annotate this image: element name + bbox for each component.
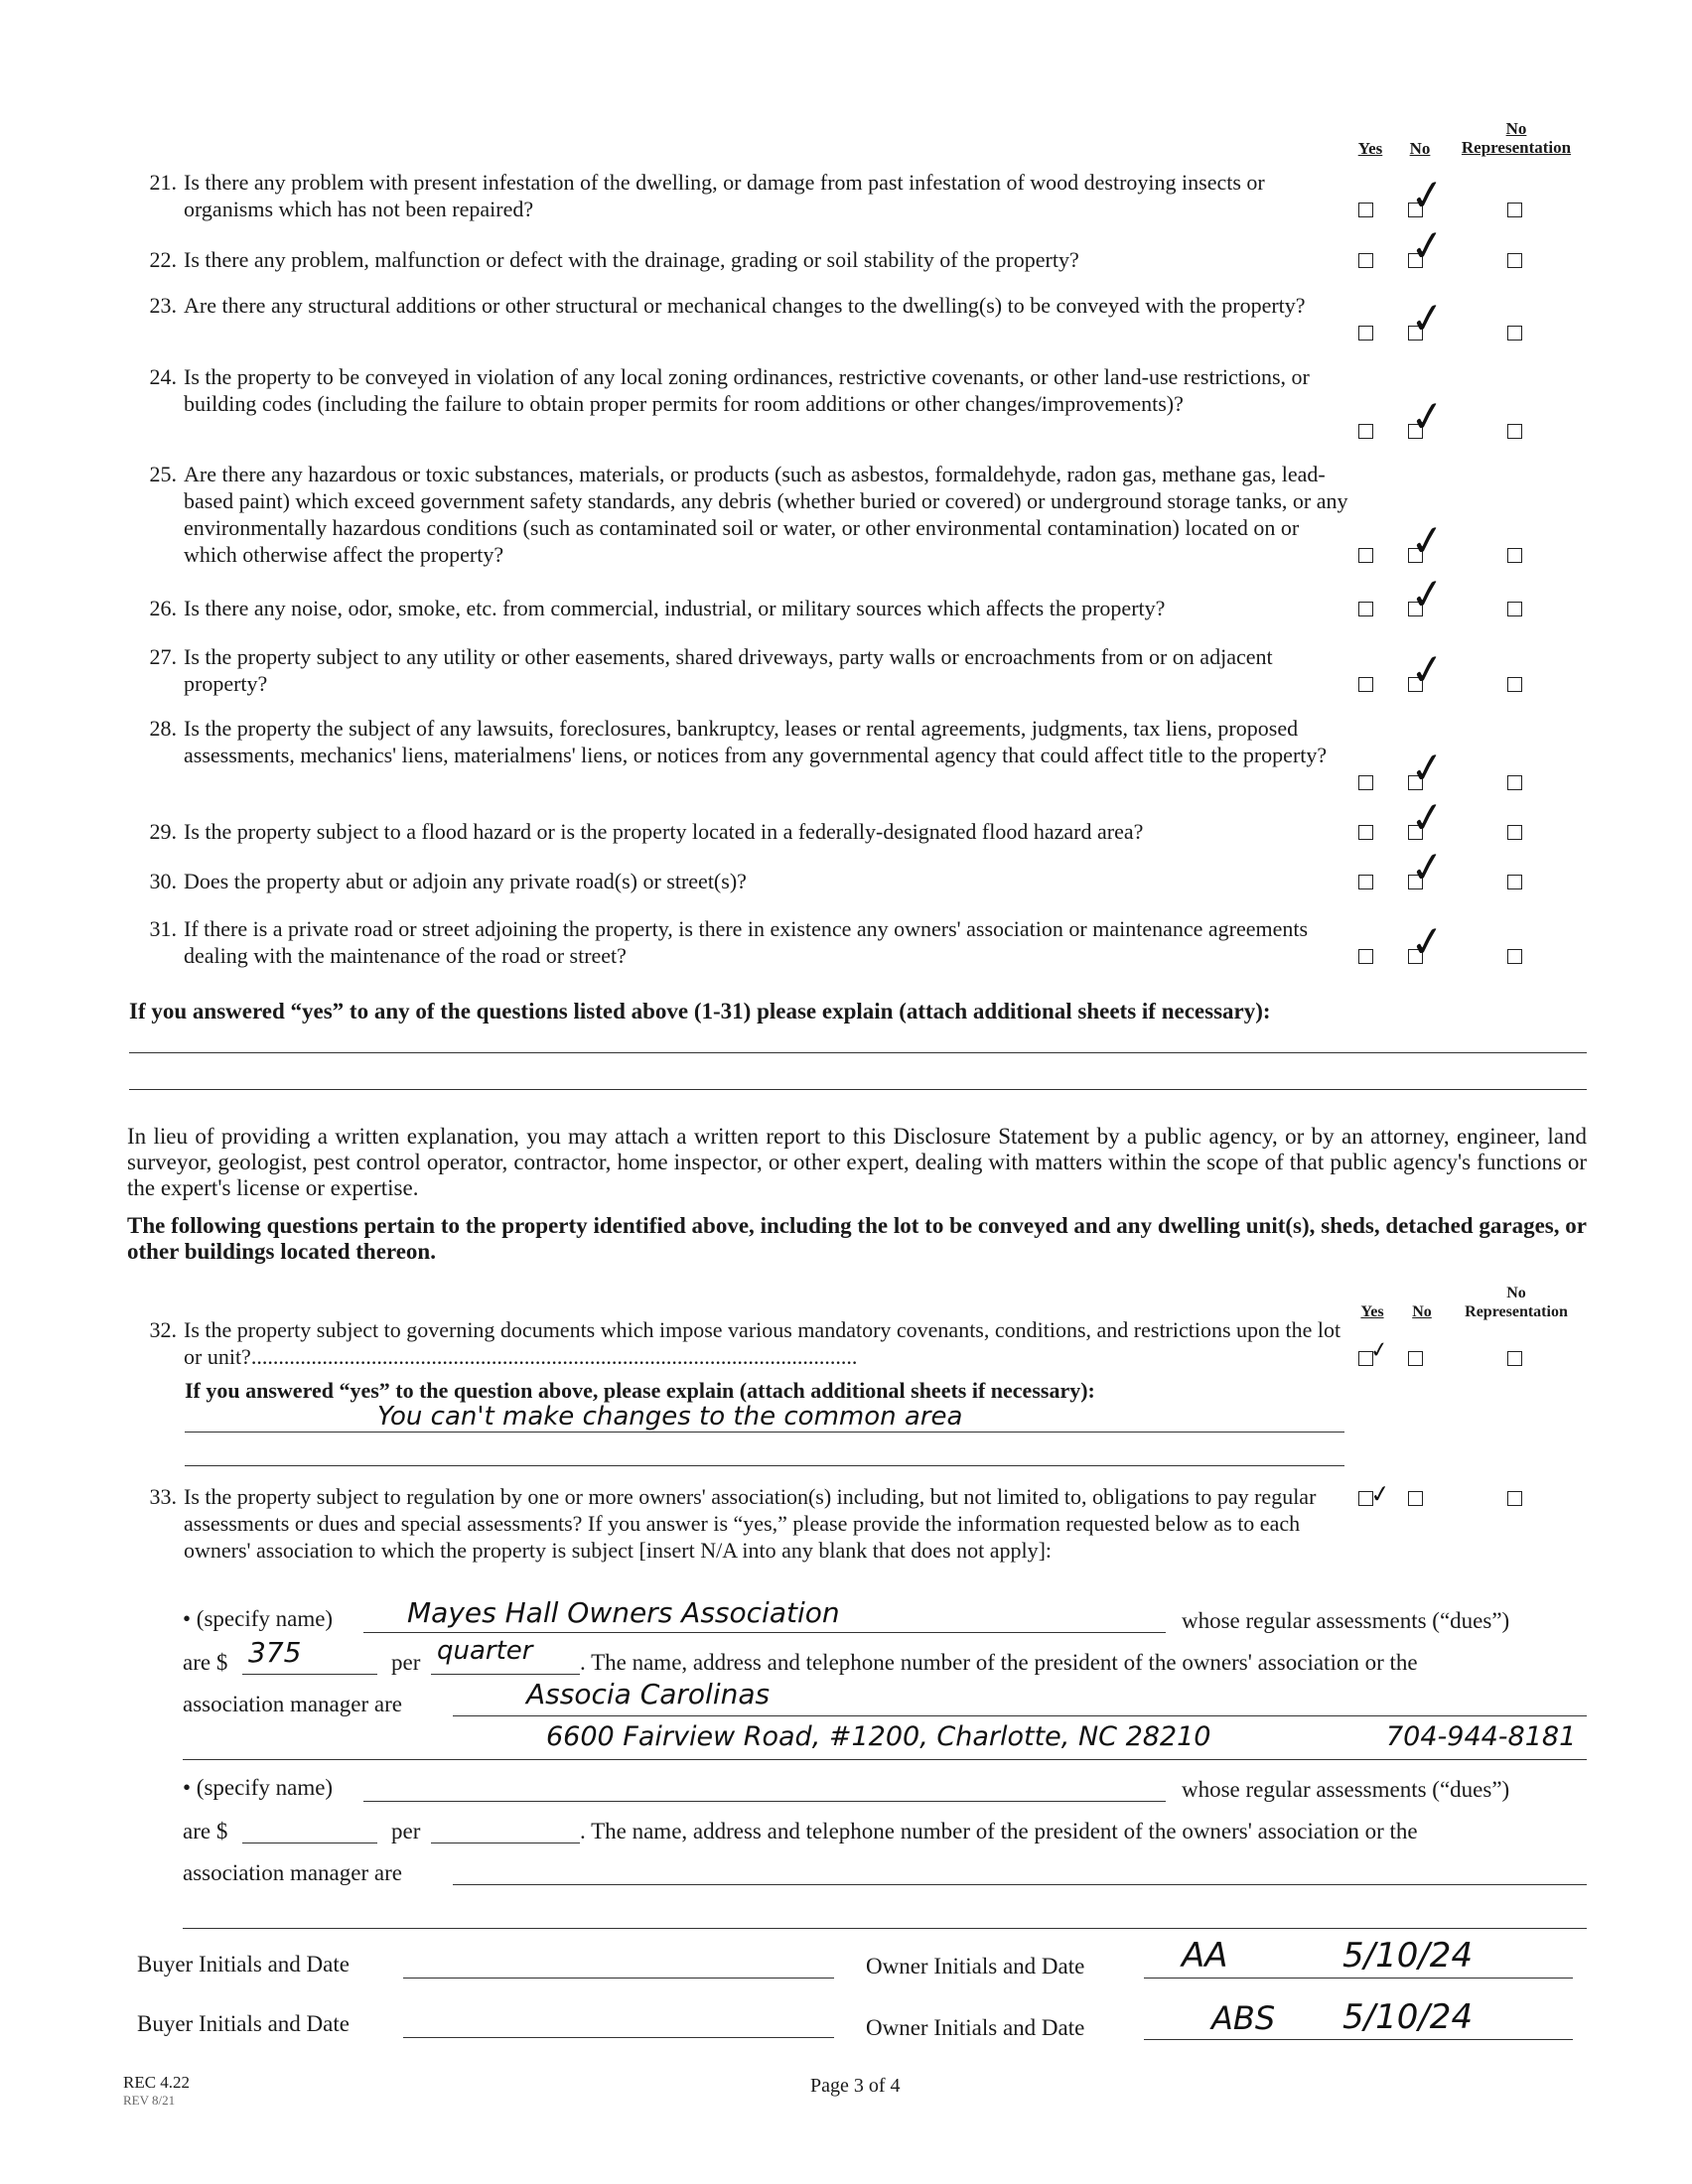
assoc1-period-handwriting[interactable]: quarter [437,1636,533,1666]
q32-explain-line-1[interactable] [185,1432,1344,1433]
question-number: 26. [149,596,177,620]
q31-no-representation-checkbox[interactable] [1507,949,1522,964]
q21-yes-checkbox[interactable] [1358,203,1373,217]
owner-initials-label-2: Owner Initials and Date [866,2015,1085,2040]
q33-yes-checkmark-icon: ✓ [1368,1478,1392,1510]
yes-column-header-2: Yes [1360,1303,1384,1320]
buyer-initials-line-2[interactable] [403,2037,834,2038]
buyer-initials-label-2: Buyer Initials and Date [137,2011,350,2036]
assoc2-per-label: per [391,1819,421,1843]
form-revision: REV 8/21 [123,2093,176,2108]
question-number: 22. [149,247,177,272]
owner-initials-line-1[interactable] [1144,1978,1573,1979]
q33-no-checkbox[interactable] [1408,1491,1423,1506]
assoc2-whose-label: whose regular assessments (“dues”) [1182,1777,1510,1802]
assoc1-amount-handwriting[interactable]: 375 [248,1636,302,1669]
q31-no-checkmark-icon: ✓ [1406,914,1449,969]
owner-initials-handwriting-1[interactable]: AA [1182,1936,1228,1976]
assoc2-name-line[interactable] [363,1801,1166,1802]
assoc1-name-sentence: . The name, address and telephone number of the president of the owners' association or the [580,1650,1418,1675]
q21-no-checkmark-icon: ✓ [1406,168,1449,222]
question-number: 28. [149,716,177,741]
question-text: Is the property subject to regulation by one or more owners' association(s) including, but not limited to, obligations to pay regular assessments or dues and special assessments? If you answer is “yes,” please provide the information requested below as to each owners' association to which the property is subject [insert N/A into any blank that does not apply]: [184,1484,1317,1563]
q24-no-representation-checkbox[interactable] [1507,424,1522,439]
question-28 [139,715,1328,795]
owner-initials-line-2[interactable] [1144,2039,1573,2040]
assoc1-per-label: per [391,1650,421,1675]
question-text: Is the property subject to any utility or other easements, shared driveways, party walls or encroachments from or on adjacent property? [184,644,1273,696]
assoc1-manager-label: association manager are [183,1692,402,1716]
q24-no-checkmark-icon: ✓ [1406,389,1449,444]
assoc1-amount-line[interactable] [242,1674,377,1675]
question-26 [139,595,1311,621]
no-representation-column-header: No Representation [1461,119,1572,157]
owner-date-handwriting-1[interactable]: 5/10/24 [1342,1936,1474,1976]
question-number: 24. [149,364,177,389]
no-representation-column-header-2: No Representation [1465,1285,1568,1320]
assoc1-name-line[interactable] [363,1632,1166,1633]
question-number: 32. [149,1317,177,1342]
no-column-header: No [1409,139,1431,158]
assoc2-are-label: are $ [183,1819,228,1843]
owner-initials-label-1: Owner Initials and Date [866,1954,1085,1979]
question-number: 23. [149,293,177,318]
q31-yes-checkbox[interactable] [1358,949,1373,964]
q33-no-representation-checkbox[interactable] [1507,1491,1522,1506]
q28-no-checkmark-icon: ✓ [1406,741,1449,795]
q25-no-checkmark-icon: ✓ [1406,513,1449,568]
q22-no-representation-checkbox[interactable] [1507,253,1522,268]
q30-yes-checkbox[interactable] [1358,875,1373,889]
assoc1-manager-line[interactable] [453,1715,1587,1716]
question-number: 27. [149,644,177,669]
page-number: Page 3 of 4 [810,2075,901,2097]
q25-no-representation-checkbox[interactable] [1507,548,1522,563]
assoc1-address-line[interactable] [183,1759,1587,1760]
question-number: 30. [149,869,177,893]
question-33 [139,1483,1317,1592]
question-text: Are there any structural additions or other structural or mechanical changes to the dwelling(s) to be conveyed with the property? [184,293,1306,318]
q26-yes-checkbox[interactable] [1358,602,1373,616]
q21-no-representation-checkbox[interactable] [1507,203,1522,217]
question-30 [139,868,1311,894]
q32-explain-label: If you answered “yes” to the question above, please explain (attach additional sheets if necessary): [185,1378,1095,1403]
q32-explain-line-2[interactable] [185,1465,1344,1466]
form-code: REC 4.22 [123,2073,191,2092]
owner-date-handwriting-2[interactable]: 5/10/24 [1342,1997,1474,2037]
q26-no-representation-checkbox[interactable] [1507,602,1522,616]
q23-no-representation-checkbox[interactable] [1507,326,1522,341]
question-25 [139,461,1348,568]
q32-no-representation-checkbox[interactable] [1507,1351,1522,1366]
buyer-initials-line-1[interactable] [403,1978,834,1979]
question-32 [139,1316,1341,1376]
question-number: 33. [149,1484,177,1509]
question-number: 29. [149,819,177,844]
assoc2-manager-line[interactable] [453,1884,1587,1885]
assoc2-manager-label: association manager are [183,1860,402,1885]
yes-column-header: Yes [1357,139,1383,158]
q29-no-checkmark-icon: ✓ [1406,790,1449,845]
question-29 [139,818,1311,845]
explain-heading: If you answered “yes” to any of the questions listed above (1-31) please explain (attach additional sheets if necessary): [129,999,1271,1024]
buyer-initials-label-1: Buyer Initials and Date [137,1952,350,1977]
question-number: 31. [149,916,177,941]
assoc2-name-sentence: . The name, address and telephone number of the president of the owners' association or the [580,1819,1418,1843]
question-text: If there is a private road or street adjoining the property, is there in existence any owners' association or maintenance agreements dealing with the maintenance of the road or street? [184,916,1309,968]
q26-no-checkmark-icon: ✓ [1406,567,1449,621]
q28-no-representation-checkbox[interactable] [1507,775,1522,790]
q22-yes-checkbox[interactable] [1358,253,1373,268]
q29-yes-checkbox[interactable] [1358,825,1373,840]
q30-no-representation-checkbox[interactable] [1507,875,1522,889]
q23-yes-checkbox[interactable] [1358,326,1373,341]
question-number: 25. [149,462,177,486]
q25-yes-checkbox[interactable] [1358,548,1373,563]
question-text: Is the property the subject of any lawsuits, foreclosures, bankruptcy, leases or rental agreements, judgments, tax liens, proposed assessments, mechanics' liens, materialmens' liens, or notices from any governmental agency that could affect title to the property? [184,716,1328,767]
question-text: Does the property abut or adjoin any private road(s) or street(s)? [184,869,747,893]
question-31 [139,915,1311,969]
q24-yes-checkbox[interactable] [1358,424,1373,439]
question-text: Is there any noise, odor, smoke, etc. from commercial, industrial, or military sources which affects the property? [184,596,1166,620]
q27-yes-checkbox[interactable] [1358,677,1373,692]
q27-no-representation-checkbox[interactable] [1507,677,1522,692]
assoc1-phone-handwriting[interactable]: 704-944-8181 [1386,1721,1577,1752]
following-heading: The following questions pertain to the property identified above, including the lot to be conveyed and any dwelling unit(s), sheds, detached garages, or other buildings located thereon. [127,1213,1587,1264]
assoc2-specify-label: • (specify name) [183,1775,334,1800]
assoc1-manager-handwriting[interactable]: Associa Carolinas [526,1678,771,1710]
q30-no-checkmark-icon: ✓ [1406,840,1449,894]
question-text: Is there any problem with present infestation of the dwelling, or damage from past infestation of wood destroying insects or organisms which has not been repaired? [184,170,1265,221]
question-text: Is the property subject to governing documents which impose various mandatory covenants, conditions, and restrictions upon the lot or unit?............................................................................................................... [184,1317,1341,1369]
q32-yes-checkmark-icon: ✓ [1368,1336,1391,1365]
question-text: Is the property to be conveyed in violation of any local zoning ordinances, restrictive covenants, or other land-use restrictions, or building codes (including the failure to obtain proper permits for room additions or other changes/improvements)? [184,364,1310,416]
question-23 [139,292,1311,345]
assoc1-name-handwriting[interactable]: Mayes Hall Owners Association [407,1596,840,1629]
q27-no-checkmark-icon: ✓ [1406,642,1449,697]
question-text: Is there any problem, malfunction or defect with the drainage, grading or soil stability of the property? [184,247,1079,272]
q28-yes-checkbox[interactable] [1358,775,1373,790]
in-lieu-paragraph: In lieu of providing a written explanation, you may attach a written report to this Disclosure Statement by a public agency, or by an attorney, engineer, land surveyor, geologist, pest control operator, contractor, home inspector, or other expert, dealing with matters within the scope of that public agency's functions or the expert's license or expertise. [127,1124,1587,1200]
no-column-header-2: No [1412,1303,1432,1320]
assoc2-extra-line[interactable] [183,1928,1587,1929]
question-27 [139,643,1311,697]
question-text: Is the property subject to a flood hazard or is the property located in a federally-designated flood hazard area? [184,819,1144,844]
q29-no-representation-checkbox[interactable] [1507,825,1522,840]
assoc1-specify-label: • (specify name) [183,1606,334,1631]
owner-initials-handwriting-2[interactable]: ABS [1211,1999,1276,2037]
question-21 [139,169,1311,222]
question-22 [139,246,1311,273]
q22-no-checkmark-icon: ✓ [1406,218,1449,273]
question-text: Are there any hazardous or toxic substances, materials, or products (such as asbestos, formaldehyde, radon gas, methane gas, lead-based paint) which exceed government safety standards, any debris (whether buried or covered) or underground storage tanks, or any environmentally hazardous conditions (such as contaminated soil or water, or other environmental contamination) located on or which otherwise affect the property? [184,462,1348,567]
assoc1-address-handwriting[interactable]: 6600 Fairview Road, #1200, Charlotte, NC 28210 [546,1721,1211,1752]
q32-explain-handwriting[interactable]: You can't make changes to the common area [377,1402,963,1432]
assoc1-are-label: are $ [183,1650,228,1675]
question-number: 21. [149,170,177,195]
question-24 [139,363,1311,444]
explain-line-2[interactable] [129,1089,1587,1090]
explain-line-1[interactable] [129,1052,1587,1053]
q32-no-checkbox[interactable] [1408,1351,1423,1366]
assoc1-whose-label: whose regular assessments (“dues”) [1182,1608,1510,1633]
assoc1-period-line[interactable] [431,1674,580,1675]
q23-no-checkmark-icon: ✓ [1406,291,1449,345]
